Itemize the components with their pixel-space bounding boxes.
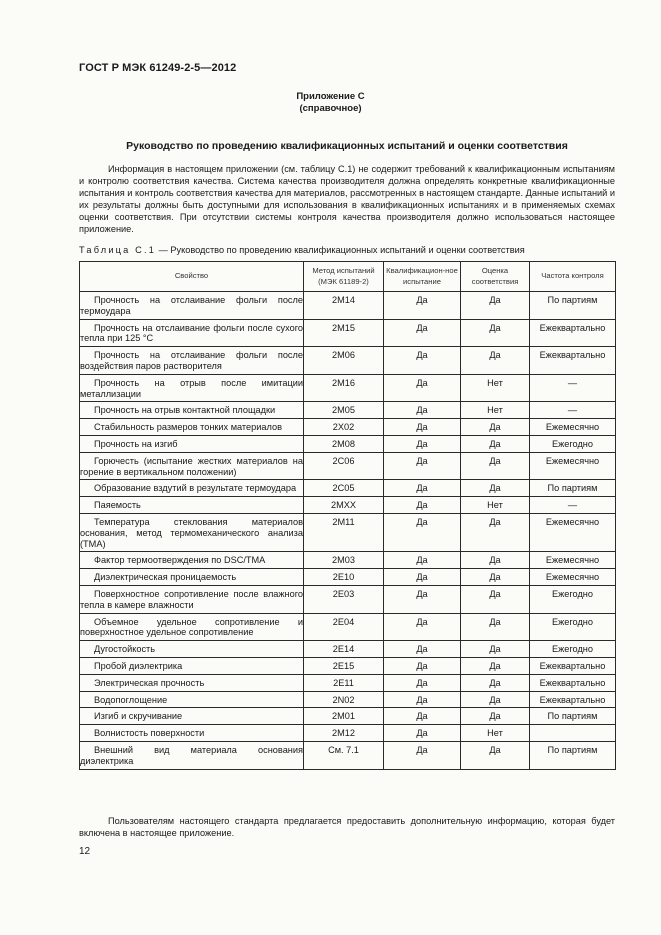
cell-qualification: Да [384, 552, 461, 569]
cell-method: 2N02 [304, 691, 384, 708]
cell-property: Внешний вид материала основания диэлектрика [80, 741, 304, 769]
table-row [80, 741, 616, 769]
cell-frequency: Ежеквартально [530, 319, 616, 347]
cell-assessment: Да [461, 513, 530, 551]
cell-qualification: Да [384, 708, 461, 725]
cell-property: Прочность на изгиб [80, 435, 304, 452]
cell-method: 2М12 [304, 725, 384, 742]
intro-paragraph: Информация в настоящем приложении (см. таблицу С.1) не содержит требований к квалификационным испытаниям и контролю соответствия качества. Система качества производителя должна определять конкретные квалификационные испытания и контроль соответствия качества для материалов, рассмотренных в настоящем стандарте. Данные испытаний и их результаты должны быть доступными для использования в квалификационных испытаниях и в применяемых схемах оценки соответствия. При отсутствии системы контроля качества производителя должно использоваться настоящее приложение. [79, 164, 615, 235]
cell-qualification: Да [384, 480, 461, 497]
cell-assessment: Нет [461, 402, 530, 419]
cell-assessment: Да [461, 319, 530, 347]
table-row [80, 708, 616, 725]
cell-frequency: Ежегодно [530, 585, 616, 613]
cell-assessment: Да [461, 708, 530, 725]
cell-method: 2М08 [304, 435, 384, 452]
header-assessment: Оценка соответствия [461, 262, 530, 292]
cell-qualification: Да [384, 435, 461, 452]
cell-assessment: Да [461, 552, 530, 569]
appendix-heading [0, 91, 661, 115]
cell-property: Водопоглощение [80, 691, 304, 708]
cell-method: 2С05 [304, 480, 384, 497]
table-caption-text: — Руководство по проведению квалификационных испытаний и оценки соответствия [156, 245, 525, 255]
table-body [80, 292, 616, 770]
table-row [80, 569, 616, 586]
cell-frequency: Ежеквартально [530, 657, 616, 674]
table-row [80, 374, 616, 402]
cell-assessment: Да [461, 347, 530, 375]
cell-assessment: Да [461, 641, 530, 658]
table-row [80, 585, 616, 613]
cell-frequency: Ежегодно [530, 641, 616, 658]
table-row [80, 319, 616, 347]
cell-qualification: Да [384, 497, 461, 514]
table-row [80, 402, 616, 419]
table-row [80, 725, 616, 742]
cell-property: Прочность на отслаивание фольги после сухого тепла при 125 °С [80, 319, 304, 347]
cell-assessment: Да [461, 585, 530, 613]
cell-frequency: Ежемесячно [530, 552, 616, 569]
closing-note: Пользователям настоящего стандарта предлагается предоставить дополнительную информацию, которая будет включена в настоящее приложение. [79, 816, 615, 839]
cell-qualification: Да [384, 319, 461, 347]
table-row [80, 480, 616, 497]
cell-property: Прочность на отрыв после имитации металлизации [80, 374, 304, 402]
document-header: ГОСТ Р МЭК 61249-2-5—2012 [79, 62, 237, 74]
cell-frequency: Ежемесячно [530, 419, 616, 436]
cell-property: Объемное удельное сопротивление и поверхностное удельное сопротивление [80, 613, 304, 641]
header-method: Метод испытаний (МЭК 61189-2) [304, 262, 384, 292]
cell-property: Прочность на отслаивание фольги после термоудара [80, 292, 304, 320]
cell-property: Дугостойкость [80, 641, 304, 658]
cell-qualification: Да [384, 419, 461, 436]
cell-frequency: Ежеквартально [530, 691, 616, 708]
cell-method: 2Х02 [304, 419, 384, 436]
page-number: 12 [79, 846, 91, 857]
table-row [80, 657, 616, 674]
appendix-note: (справочное) [299, 103, 362, 114]
cell-method: 2Е11 [304, 674, 384, 691]
cell-assessment: Да [461, 452, 530, 480]
cell-property: Волнистость поверхности [80, 725, 304, 742]
cell-assessment: Да [461, 419, 530, 436]
table-row [80, 513, 616, 551]
cell-property: Прочность на отрыв контактной площадки [80, 402, 304, 419]
table-row [80, 613, 616, 641]
cell-method: 2С06 [304, 452, 384, 480]
cell-qualification: Да [384, 347, 461, 375]
cell-property: Диэлектрическая проницаемость [80, 569, 304, 586]
cell-assessment: Да [461, 569, 530, 586]
cell-method: 2Е03 [304, 585, 384, 613]
cell-frequency: Ежегодно [530, 435, 616, 452]
cell-assessment: Нет [461, 374, 530, 402]
cell-frequency: Ежеквартально [530, 674, 616, 691]
table-row [80, 292, 616, 320]
cell-method: 2М03 [304, 552, 384, 569]
table-row [80, 691, 616, 708]
cell-frequency: Ежемесячно [530, 452, 616, 480]
qualification-table [79, 261, 616, 770]
cell-frequency: По партиям [530, 292, 616, 320]
table-caption-label: Таблица С.1 [79, 245, 157, 255]
cell-qualification: Да [384, 741, 461, 769]
cell-frequency: По партиям [530, 480, 616, 497]
cell-qualification: Да [384, 613, 461, 641]
cell-property: Горючесть (испытание жестких материалов на горение в вертикальном положении) [80, 452, 304, 480]
cell-assessment: Нет [461, 725, 530, 742]
table-caption [79, 245, 619, 255]
table-row [80, 497, 616, 514]
cell-frequency: Ежемесячно [530, 513, 616, 551]
cell-qualification: Да [384, 674, 461, 691]
cell-assessment: Да [461, 613, 530, 641]
cell-qualification: Да [384, 585, 461, 613]
table-row [80, 674, 616, 691]
cell-qualification: Да [384, 641, 461, 658]
cell-method: 2Е14 [304, 641, 384, 658]
cell-frequency [530, 725, 616, 742]
cell-qualification: Да [384, 725, 461, 742]
cell-assessment: Да [461, 435, 530, 452]
cell-property: Изгиб и скручивание [80, 708, 304, 725]
cell-property: Поверхностное сопротивление после влажного тепла в камере влажности [80, 585, 304, 613]
cell-qualification: Да [384, 691, 461, 708]
cell-frequency: — [530, 402, 616, 419]
cell-assessment: Да [461, 674, 530, 691]
cell-frequency: Ежеквартально [530, 347, 616, 375]
header-frequency: Частота контроля [530, 262, 616, 292]
cell-method: 2Е04 [304, 613, 384, 641]
cell-property: Образование вздутий в результате термоудара [80, 480, 304, 497]
cell-method: 2М05 [304, 402, 384, 419]
cell-property: Температура стеклования материалов основания, метод термомеханического анализа (ТМА) [80, 513, 304, 551]
cell-property: Пробой диэлектрика [80, 657, 304, 674]
table-row [80, 452, 616, 480]
header-qualification: Квалификацион-ное испытание [384, 262, 461, 292]
table-row [80, 347, 616, 375]
cell-method: 2Е15 [304, 657, 384, 674]
cell-method: 2М16 [304, 374, 384, 402]
cell-qualification: Да [384, 569, 461, 586]
cell-property: Прочность на отслаивание фольги после воздействия паров растворителя [80, 347, 304, 375]
cell-frequency: — [530, 374, 616, 402]
cell-qualification: Да [384, 513, 461, 551]
cell-method: 2М15 [304, 319, 384, 347]
cell-method: 2М01 [304, 708, 384, 725]
section-title: Руководство по проведению квалификационных испытаний и оценки соответствия [126, 140, 568, 152]
table-header-row [80, 262, 616, 292]
appendix-title: Приложение С [296, 91, 365, 102]
table-row [80, 435, 616, 452]
table-row [80, 641, 616, 658]
cell-method: См. 7.1 [304, 741, 384, 769]
cell-qualification: Да [384, 452, 461, 480]
cell-frequency: По партиям [530, 741, 616, 769]
cell-qualification: Да [384, 292, 461, 320]
cell-qualification: Да [384, 374, 461, 402]
table-row [80, 419, 616, 436]
cell-property: Фактор термоотверждения по DSC/TMA [80, 552, 304, 569]
cell-frequency: По партиям [530, 708, 616, 725]
cell-qualification: Да [384, 402, 461, 419]
cell-method: 2М11 [304, 513, 384, 551]
cell-method: 2Е10 [304, 569, 384, 586]
cell-qualification: Да [384, 657, 461, 674]
cell-property: Электрическая прочность [80, 674, 304, 691]
header-property: Свойство [80, 262, 304, 292]
cell-method: 2М14 [304, 292, 384, 320]
cell-assessment: Нет [461, 497, 530, 514]
cell-assessment: Да [461, 741, 530, 769]
cell-assessment: Да [461, 480, 530, 497]
cell-assessment: Да [461, 691, 530, 708]
cell-assessment: Да [461, 292, 530, 320]
table-row [80, 552, 616, 569]
cell-method: 2МХХ [304, 497, 384, 514]
cell-frequency: — [530, 497, 616, 514]
cell-property: Стабильность размеров тонких материалов [80, 419, 304, 436]
cell-frequency: Ежегодно [530, 613, 616, 641]
cell-property: Паяемость [80, 497, 304, 514]
cell-frequency: Ежемесячно [530, 569, 616, 586]
cell-method: 2М06 [304, 347, 384, 375]
cell-assessment: Да [461, 657, 530, 674]
